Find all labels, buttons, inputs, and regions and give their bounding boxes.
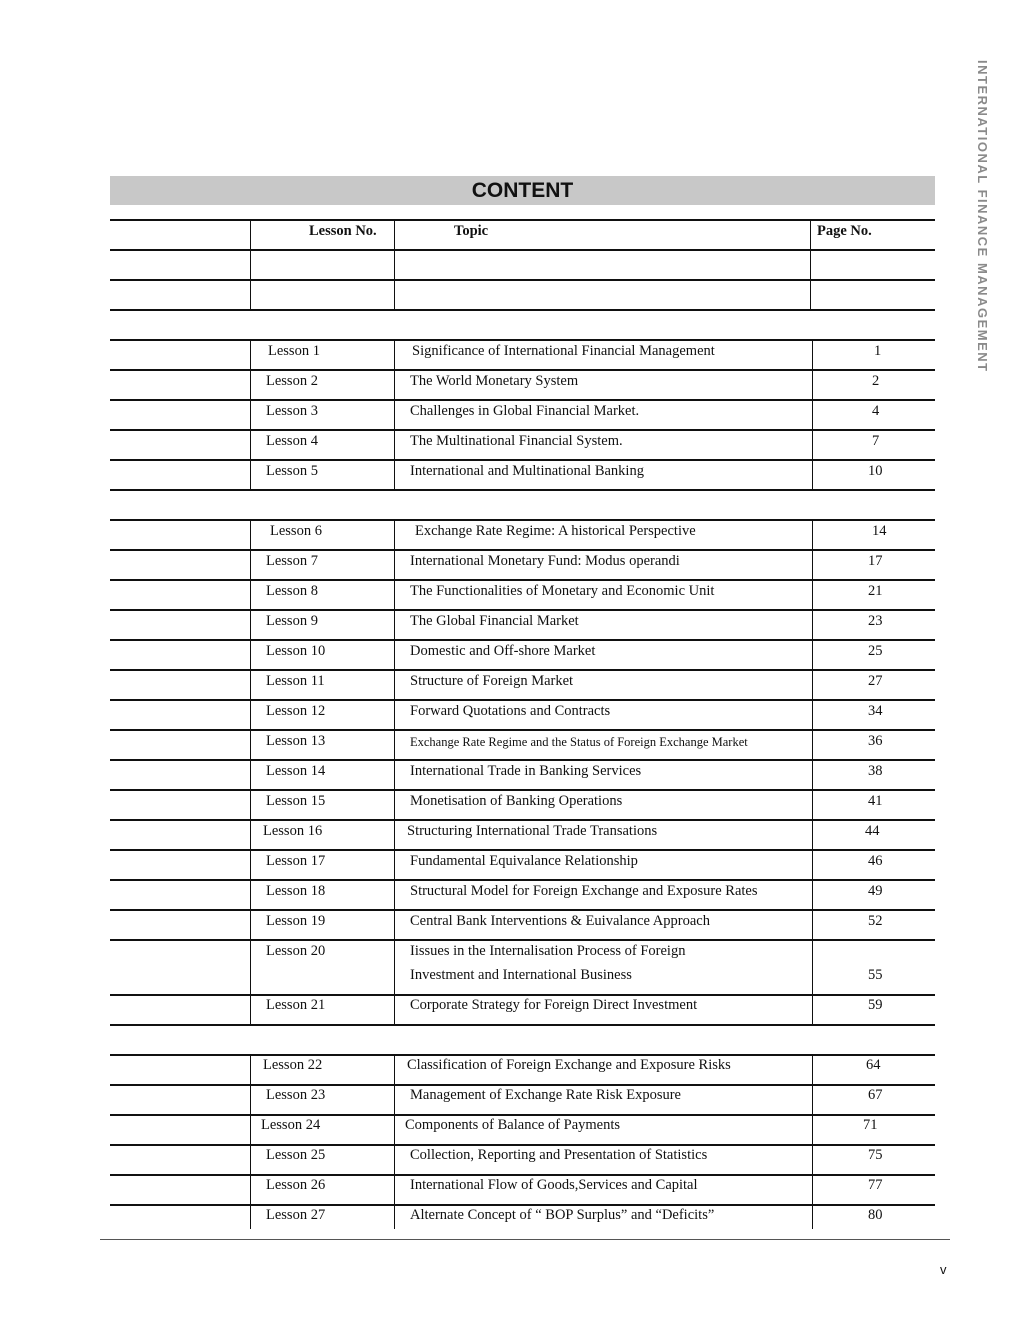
- page-number-cell: 44: [865, 823, 880, 839]
- lesson-number: Lesson 3: [266, 403, 318, 419]
- lesson-topic: Structuring International Trade Transations: [407, 823, 658, 839]
- footer-rule: [100, 1239, 950, 1240]
- page-number-cell: 1: [874, 343, 882, 359]
- page-number-cell: 23: [868, 613, 883, 629]
- lesson-number: Lesson 13: [266, 733, 326, 749]
- lesson-topic: Central Bank Interventions & Euivalance Approach: [410, 913, 710, 929]
- table-rule: [110, 279, 935, 281]
- lesson-topic: Domestic and Off-shore Market: [410, 643, 596, 659]
- content-heading: CONTENT: [471, 179, 574, 202]
- page-number-cell: 80: [868, 1207, 883, 1223]
- page-number-cell: 10: [868, 463, 883, 479]
- page-number-cell: 55: [868, 967, 883, 983]
- table-rule: [110, 219, 935, 221]
- lesson-number: Lesson 2: [266, 373, 318, 389]
- page-number-cell: 41: [868, 793, 883, 809]
- page-number-cell: 2: [872, 373, 880, 389]
- lesson-number: Lesson 21: [266, 997, 326, 1013]
- lesson-topic: The Global Financial Market: [410, 613, 579, 629]
- lesson-topic: Challenges in Global Financial Market.: [410, 403, 640, 419]
- running-title: INTERNATIONAL FINANCE MANAGEMENT: [975, 60, 990, 373]
- page-number-cell: 71: [863, 1117, 878, 1133]
- lesson-number: Lesson 27: [266, 1207, 326, 1223]
- lesson-number: Lesson 5: [266, 463, 318, 479]
- page-number-cell: 14: [872, 523, 887, 539]
- lesson-topic: Iissues in the Internalisation Process of Foreign: [410, 943, 686, 959]
- page-number-cell: 38: [868, 763, 883, 779]
- lesson-topic: International Trade in Banking Services: [410, 763, 642, 779]
- lesson-number: Lesson 24: [261, 1117, 321, 1133]
- lesson-number: Lesson 17: [266, 853, 326, 869]
- table-rule: [110, 489, 935, 491]
- page-number-cell: 77: [868, 1177, 883, 1193]
- lesson-topic: Structural Model for Foreign Exchange and Exposure Rates: [410, 883, 758, 899]
- lesson-topic: Management of Exchange Rate Risk Exposure: [410, 1087, 681, 1103]
- page-number-cell: 7: [872, 433, 880, 449]
- lesson-number: Lesson 14: [266, 763, 326, 779]
- column-divider: [810, 219, 811, 309]
- column-divider: [250, 1054, 251, 1229]
- page-number-cell: 17: [868, 553, 883, 569]
- column-divider: [394, 519, 395, 1024]
- table-rule: [110, 309, 935, 311]
- column-divider: [812, 1054, 813, 1229]
- lesson-number: Lesson 11: [266, 673, 325, 689]
- lesson-number: Lesson 10: [266, 643, 326, 659]
- page-number: v: [940, 1262, 947, 1277]
- page-number-cell: 75: [868, 1147, 883, 1163]
- lesson-number: Lesson 23: [266, 1087, 326, 1103]
- table-rule: [110, 249, 935, 251]
- lesson-topic: Exchange Rate Regime and the Status of Foreign Exchange Market: [410, 735, 748, 749]
- lesson-number: Lesson 20: [266, 943, 326, 959]
- page-number-cell: 52: [868, 913, 883, 929]
- lesson-topic-continued: Investment and International Business: [410, 967, 632, 983]
- column-divider: [250, 219, 251, 309]
- header-topic: Topic: [454, 223, 489, 239]
- lesson-number: Lesson 18: [266, 883, 326, 899]
- lesson-topic: Components of Balance of Payments: [405, 1117, 621, 1133]
- lesson-number: Lesson 9: [266, 613, 318, 629]
- lesson-topic: The World Monetary System: [410, 373, 579, 389]
- page-number-cell: 59: [868, 997, 883, 1013]
- column-divider: [812, 339, 813, 489]
- lesson-topic: Classification of Foreign Exchange and Exposure Risks: [407, 1057, 731, 1073]
- lesson-number: Lesson 4: [266, 433, 318, 449]
- lesson-topic: Exchange Rate Regime: A historical Perspective: [415, 523, 696, 539]
- lesson-topic: Significance of International Financial Management: [412, 343, 715, 359]
- column-divider: [394, 219, 395, 309]
- page-number-cell: 64: [866, 1057, 881, 1073]
- lesson-topic: Alternate Concept of “ BOP Surplus” and “Deficits”: [410, 1207, 715, 1223]
- lesson-number: Lesson 25: [266, 1147, 326, 1163]
- lesson-topic: Monetisation of Banking Operations: [410, 793, 623, 809]
- lesson-topic: The Multinational Financial System.: [410, 433, 623, 449]
- page-number-cell: 49: [868, 883, 883, 899]
- lesson-topic: International and Multinational Banking: [410, 463, 644, 479]
- page-number-cell: 34: [868, 703, 883, 719]
- page-number-cell: 21: [868, 583, 883, 599]
- lesson-number: Lesson 16: [263, 823, 323, 839]
- column-divider: [250, 519, 251, 1024]
- table-rule: [110, 1024, 935, 1026]
- lesson-number: Lesson 12: [266, 703, 326, 719]
- page-number-cell: 67: [868, 1087, 883, 1103]
- lesson-topic: Fundamental Equivalance Relationship: [410, 853, 638, 869]
- lesson-number: Lesson 6: [270, 523, 322, 539]
- lesson-number: Lesson 1: [268, 343, 320, 359]
- lesson-number: Lesson 7: [266, 553, 318, 569]
- lesson-number: Lesson 15: [266, 793, 326, 809]
- column-divider: [250, 339, 251, 489]
- page-number-cell: 27: [868, 673, 883, 689]
- lesson-number: Lesson 22: [263, 1057, 323, 1073]
- lesson-topic: The Functionalities of Monetary and Economic Unit: [410, 583, 715, 599]
- header-lesson-no: Lesson No.: [309, 223, 377, 239]
- page-number-cell: 46: [868, 853, 883, 869]
- column-divider: [394, 339, 395, 489]
- header-page-no: Page No.: [817, 223, 872, 239]
- column-divider: [394, 1054, 395, 1229]
- lesson-number: Lesson 26: [266, 1177, 326, 1193]
- lesson-topic: Forward Quotations and Contracts: [410, 703, 611, 719]
- lesson-topic: International Monetary Fund: Modus operandi: [410, 553, 680, 569]
- lesson-topic: Collection, Reporting and Presentation of Statistics: [410, 1147, 708, 1163]
- lesson-topic: International Flow of Goods,Services and Capital: [410, 1177, 698, 1193]
- page-number-cell: 36: [868, 733, 883, 749]
- column-divider: [812, 519, 813, 1024]
- lesson-topic: Structure of Foreign Market: [410, 673, 574, 689]
- lesson-number: Lesson 8: [266, 583, 318, 599]
- content-heading-bar: [110, 176, 935, 205]
- lesson-topic: Corporate Strategy for Foreign Direct Investment: [410, 997, 698, 1013]
- page-number-cell: 4: [872, 403, 880, 419]
- lesson-number: Lesson 19: [266, 913, 326, 929]
- page-number-cell: 25: [868, 643, 883, 659]
